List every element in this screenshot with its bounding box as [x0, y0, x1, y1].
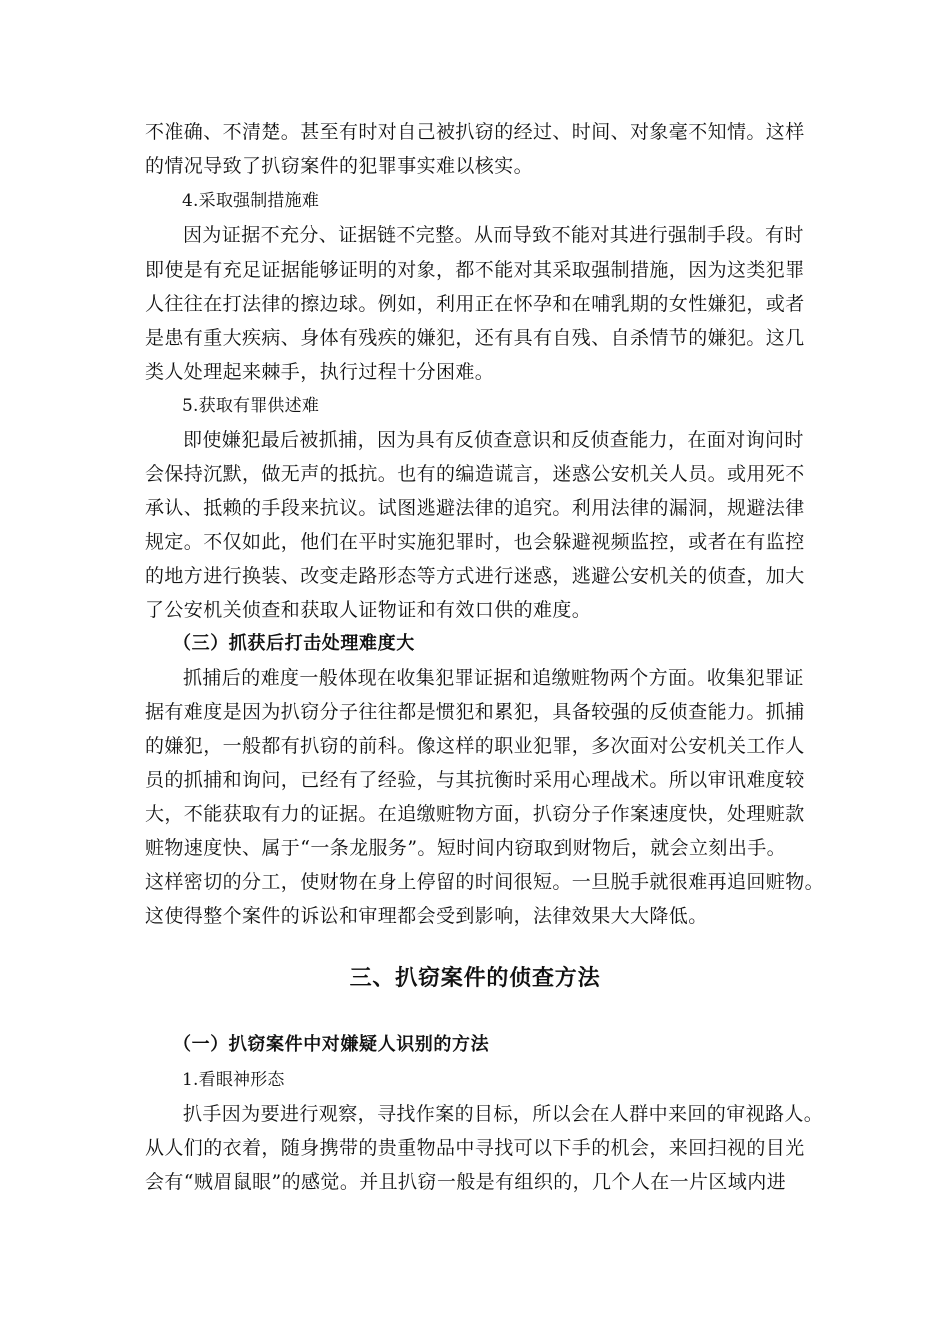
item-heading-5: 5.获取有罪供述难: [182, 396, 320, 416]
paragraph-line: 从人们的衣着，随身携带的贵重物品中寻找可以下手的机会，来回扫视的目光: [145, 1137, 805, 1159]
paragraph-line: 即使嫌犯最后被抓捕，因为具有反侦查意识和反侦查能力，在面对询问时: [183, 429, 804, 451]
paragraph-line: 因为证据不充分、证据链不完整。从而导致不能对其进行强制手段。有时: [183, 224, 804, 246]
paragraph-line: 抓捕后的难度一般体现在收集犯罪证据和追缴赃物两个方面。收集犯罪证: [183, 667, 804, 689]
paragraph-line: 了公安机关侦查和获取人证物证和有效口供的难度。: [145, 599, 592, 621]
subsection-heading-1: （一）扒窃案件中对嫌疑人识别的方法: [173, 1034, 490, 1055]
item-heading-4: 4.采取强制措施难: [182, 191, 320, 211]
paragraph-line: 会保持沉默，做无声的抵抗。也有的编造谎言，迷惑公安机关人员。或用死不: [145, 463, 805, 485]
subsection-heading-3: （三）抓获后打击处理难度大: [173, 633, 415, 654]
paragraph-line: 据有难度是因为扒窃分子往往都是惯犯和累犯，具备较强的反侦查能力。抓捕: [145, 701, 805, 723]
section-heading: 三、扒窃案件的侦查方法: [349, 965, 601, 991]
paragraph-line: 人往往在打法律的擦边球。例如，利用正在怀孕和在哺乳期的女性嫌犯，或者: [145, 293, 805, 315]
paragraph-line: 规定。不仅如此，他们在平时实施犯罪时，也会躲避视频监控，或者在有监控: [145, 531, 805, 553]
paragraph-line: 这样密切的分工，使财物在身上停留的时间很短。一旦脱手就很难再追回赃物。: [145, 871, 825, 893]
paragraph-line: 的情况导致了扒窃案件的犯罪事实难以核实。: [145, 155, 534, 177]
paragraph-line: 的嫌犯，一般都有扒窃的前科。像这样的职业犯罪，多次面对公安机关工作人: [145, 735, 805, 757]
paragraph-line: 是患有重大疾病、身体有残疾的嫌犯，还有具有自残、自杀情节的嫌犯。这几: [145, 327, 805, 349]
paragraph-line: 的地方进行换装、改变走路形态等方式进行迷惑，逃避公安机关的侦查，加大: [145, 565, 805, 587]
paragraph-line: 不准确、不清楚。甚至有时对自己被扒窃的经过、时间、对象毫不知情。这样: [145, 121, 805, 143]
paragraph-line: 承认、抵赖的手段来抗议。试图逃避法律的追究。利用法律的漏洞，规避法律: [145, 497, 805, 519]
paragraph-line: 员的抓捕和询问，已经有了经验，与其抗衡时采用心理战术。所以审讯难度较: [145, 769, 805, 791]
paragraph-line: 赃物速度快、属于“一条龙服务”。短时间内窃取到财物后，就会立刻出手。: [145, 837, 787, 859]
paragraph-line: 这使得整个案件的诉讼和审理都会受到影响，法律效果大大降低。: [145, 905, 708, 927]
item-heading-1: 1.看眼神形态: [182, 1070, 285, 1090]
paragraph-line: 类人处理起来棘手，执行过程十分困难。: [145, 361, 495, 383]
paragraph-line: 即使是有充足证据能够证明的对象，都不能对其采取强制措施，因为这类犯罪: [145, 259, 805, 281]
paragraph-line: 扒手因为要进行观察，寻找作案的目标，所以会在人群中来回的审视路人。: [183, 1103, 824, 1125]
paragraph-line: 大，不能获取有力的证据。在追缴赃物方面，扒窃分子作案速度快，处理赃款: [145, 803, 805, 825]
paragraph-line: 会有“贼眉鼠眼”的感觉。并且扒窃一般是有组织的，几个人在一片区域内进: [145, 1171, 787, 1193]
